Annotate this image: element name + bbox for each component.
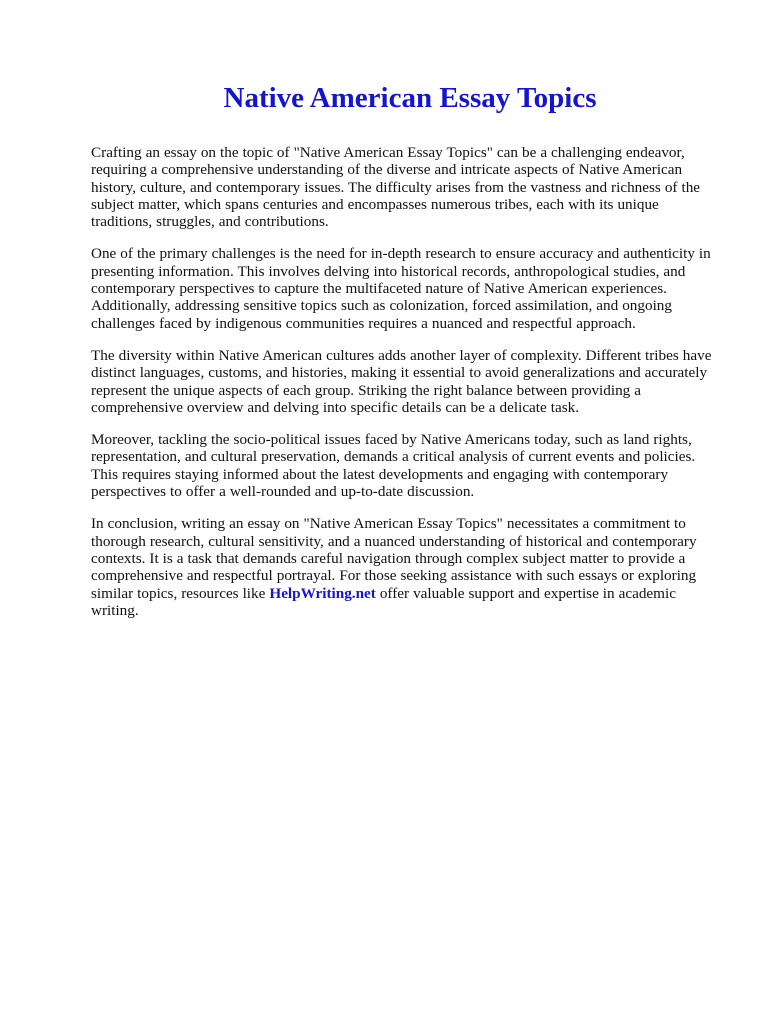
document-body xyxy=(91,144,723,634)
document-title: Native American Essay Topics xyxy=(223,82,597,114)
paragraph-intro: Crafting an essay on the topic of "Native American Essay Topics" can be a challenging endeavor, requiring a comprehensive understanding of the diverse and intricate aspects of Native American history, culture, and contemporary issues. The difficulty arises from the vastness and richness of the subject matter, which spans centuries and encompasses numerous tribes, each with its unique traditions, struggles, and contributions. xyxy=(91,144,701,231)
paragraph-conclusion xyxy=(91,515,723,619)
conclusion-text-before-link: In conclusion, writing an essay on "Native American Essay Topics" necessitates a commitment to thorough research, cultural sensitivity, and a nuanced understanding of historical and contemporary contexts. It is a task that demands careful navigation through complex subject matter to provide a comprehensive and respectful portrayal. For those seeking assistance with such essays or exploring similar topics, resources like xyxy=(91,515,697,602)
paragraph-socio-political: Moreover, tackling the socio-political issues faced by Native Americans today, such as land rights, representation, and cultural preservation, demands a critical analysis of current events and policies. This requires staying informed about the latest developments and engaging with contemporary perspectives to offer a well-rounded and up-to-date discussion. xyxy=(91,431,696,501)
helpwriting-link[interactable]: HelpWriting.net xyxy=(269,584,376,602)
paragraph-diversity: The diversity within Native American cultures adds another layer of complexity. Different tribes have distinct languages, customs, and histories, making it essential to avoid generalizations and accurately represent the unique aspects of each group. Striking the right balance between providing a comprehensive overview and delving into specific details can be a delicate task. xyxy=(91,346,712,416)
conclusion-text-after-link: offer valuable support and expertise in academic writing. xyxy=(91,584,676,619)
paragraph-research-challenges: One of the primary challenges is the need for in-depth research to ensure accuracy and authenticity in presenting information. This involves delving into historical records, anthropological studies, and contemporary perspectives to capture the multifaceted nature of Native American experiences. Additionally, addressing sensitive topics such as colonization, forced assimilation, and ongoing challenges faced by indigenous communities requires a nuanced and respectful approach. xyxy=(91,245,711,332)
